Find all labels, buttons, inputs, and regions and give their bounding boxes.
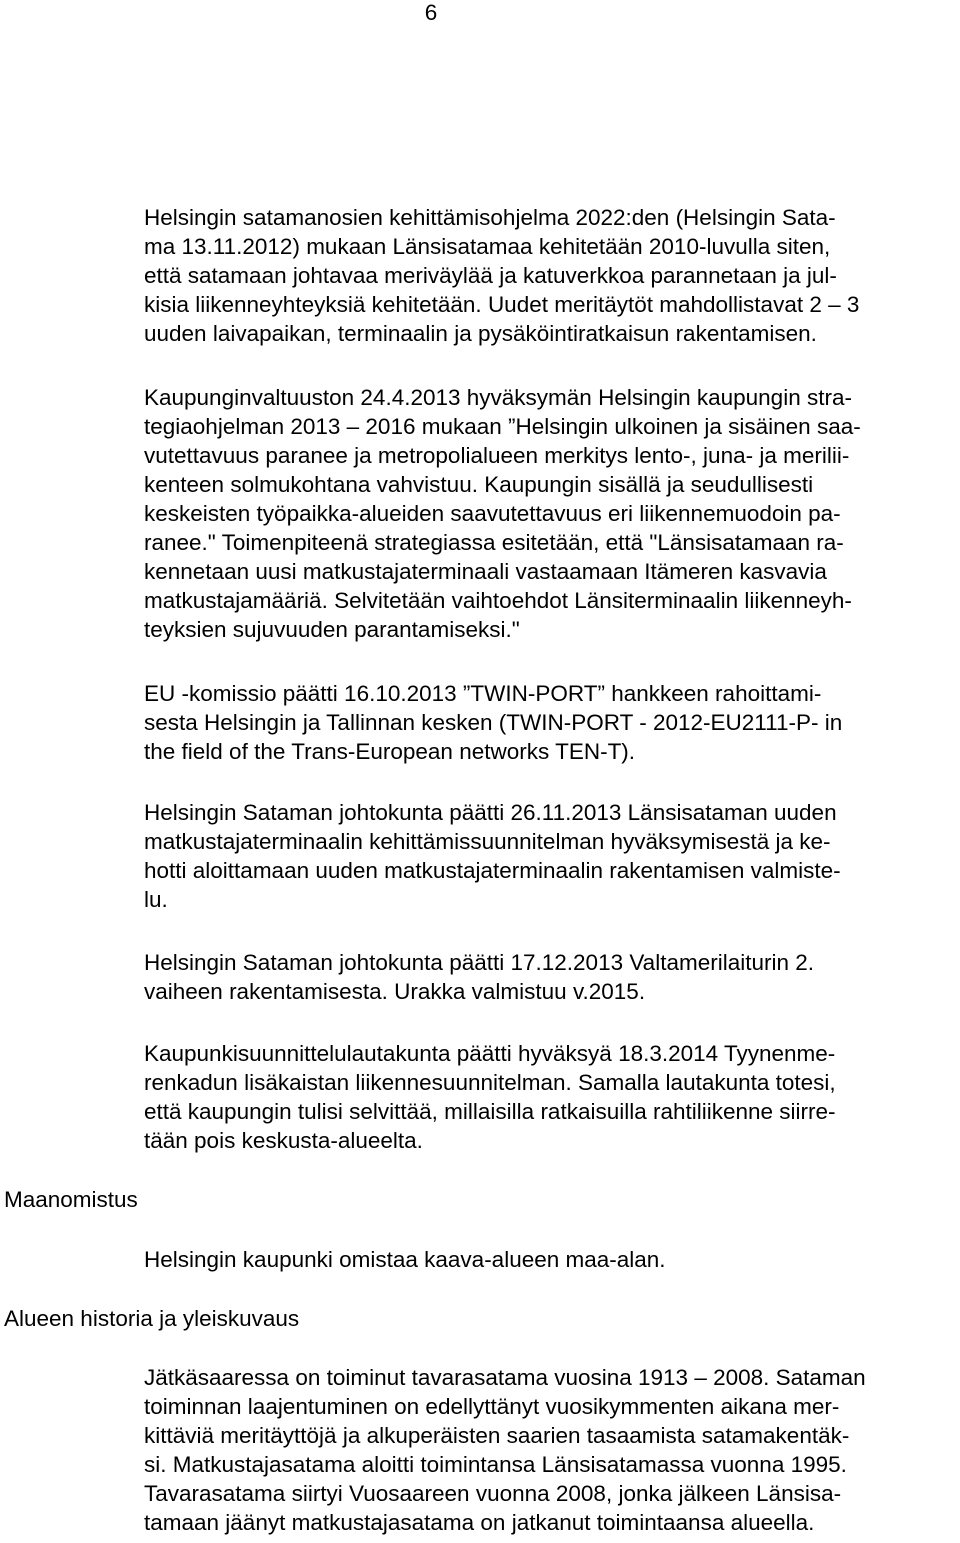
text-line: Jätkäsaaressa on toiminut tavarasatama vuosina 1913 – 2008. Sataman xyxy=(144,1365,866,1390)
text-line: renkadun lisäkaistan liikennesuunnitelman. Samalla lautakunta totesi, xyxy=(144,1070,836,1095)
text-line: matkustajaterminaalin kehittämissuunnitelman hyväksymisestä ja ke- xyxy=(144,829,831,854)
text-line: Helsingin satamanosien kehittämisohjelma 2022:den (Helsingin Sata- xyxy=(144,205,836,230)
text-line: Helsingin Sataman johtokunta päätti 17.12.2013 Valtamerilaiturin 2. xyxy=(144,950,815,975)
text-line: the field of the Trans-European networks TEN-T). xyxy=(144,739,636,764)
text-line: sesta Helsingin ja Tallinnan kesken (TWIN-PORT - 2012-EU2111-P- in xyxy=(144,710,843,735)
text-line: ranee." Toimenpiteenä strategiassa esitetään, että "Länsisatamaan ra- xyxy=(144,530,844,555)
text-line: Kaupunkisuunnittelulautakunta päätti hyväksyä 18.3.2014 Tyynenme- xyxy=(144,1041,836,1066)
text-line: toiminnan laajentuminen on edellyttänyt vuosikymmenten aikana mer- xyxy=(144,1394,840,1419)
text-line: että kaupungin tulisi selvittää, millaisilla ratkaisuilla rahtiliikenne siirre- xyxy=(144,1099,836,1124)
text-line: teyksien sujuvuuden parantamiseksi." xyxy=(144,617,520,642)
text-line: kittäviä meritäyttöjä ja alkuperäisten saarien tasaamista satamakentäk- xyxy=(144,1423,850,1448)
page-number: 6 xyxy=(424,0,438,25)
text-line: Kaupunginvaltuuston 24.4.2013 hyväksymän Helsingin kaupungin stra- xyxy=(144,385,852,410)
text-line: että satamaan johtavaa meriväylää ja katuverkkoa parannetaan ja jul- xyxy=(144,263,837,288)
text-line: kenteen solmukohtana vahvistuu. Kaupungin sisällä ja seudullisesti xyxy=(144,472,814,497)
text-line: tamaan jäänyt matkustajasatama on jatkanut toimintaansa alueella. xyxy=(144,1510,815,1535)
text-line: kisia liikenneyhteyksiä kehitetään. Uudet meritäytöt mahdollistavat 2 – 3 xyxy=(144,292,860,317)
section-heading-alueen-historia: Alueen historia ja yleiskuvaus xyxy=(4,1306,300,1331)
text-line: vaiheen rakentamisesta. Urakka valmistuu v.2015. xyxy=(144,979,646,1004)
section-heading-maanomistus: Maanomistus xyxy=(4,1187,138,1212)
text-line: lu. xyxy=(144,887,168,912)
paragraph-johtokunta-17-12-2013 xyxy=(144,948,814,1006)
paragraph-kaupunkisuunnittelulautakunta xyxy=(144,1039,836,1155)
text-line: matkustajamääriä. Selvitetään vaihtoehdot Länsiterminaalin liikenneyh- xyxy=(144,588,852,613)
paragraph-johtokunta-26-11-2013 xyxy=(144,798,841,914)
text-line: si. Matkustajasatama aloitti toimintansa Länsisatamassa vuonna 1995. xyxy=(144,1452,847,1477)
text-line: hotti aloittamaan uuden matkustajaterminaalin rakentamisen valmiste- xyxy=(144,858,841,883)
paragraph-eu-komissio-twin-port xyxy=(144,679,842,766)
text-line: Helsingin Sataman johtokunta päätti 26.11.2013 Länsisataman uuden xyxy=(144,800,837,825)
text-line: EU -komissio päätti 16.10.2013 ”TWIN-PORT” hankkeen rahoittami- xyxy=(144,681,822,706)
text-line: kennetaan uusi matkustajaterminaali vastaamaan Itämeren kasvavia xyxy=(144,559,827,584)
text-line: tegiaohjelman 2013 – 2016 mukaan ”Helsingin ulkoinen ja sisäinen saa- xyxy=(144,414,861,439)
paragraph-maanomistus xyxy=(144,1245,666,1274)
text-line: vutettavuus paranee ja metropolialueen merkitys lento-, juna- ja merilii- xyxy=(144,443,850,468)
paragraph-satamanosien-kehittamisohjelma xyxy=(144,203,859,348)
text-line: tään pois keskusta-alueelta. xyxy=(144,1128,423,1153)
paragraph-kaupunginvaltuusto-strategia xyxy=(144,383,861,644)
paragraph-alueen-historia xyxy=(144,1363,866,1537)
text-line: uuden laivapaikan, terminaalin ja pysäköintiratkaisun rakentamisen. xyxy=(144,321,817,346)
text-line: Helsingin kaupunki omistaa kaava-alueen maa-alan. xyxy=(144,1247,666,1272)
text-line: Tavarasatama siirtyi Vuosaareen vuonna 2008, jonka jälkeen Länsisa- xyxy=(144,1481,842,1506)
text-line: keskeisten työpaikka-alueiden saavutettavuus eri liikennemuodoin pa- xyxy=(144,501,841,526)
text-line: ma 13.11.2012) mukaan Länsisatamaa kehitetään 2010-luvulla siten, xyxy=(144,234,831,259)
